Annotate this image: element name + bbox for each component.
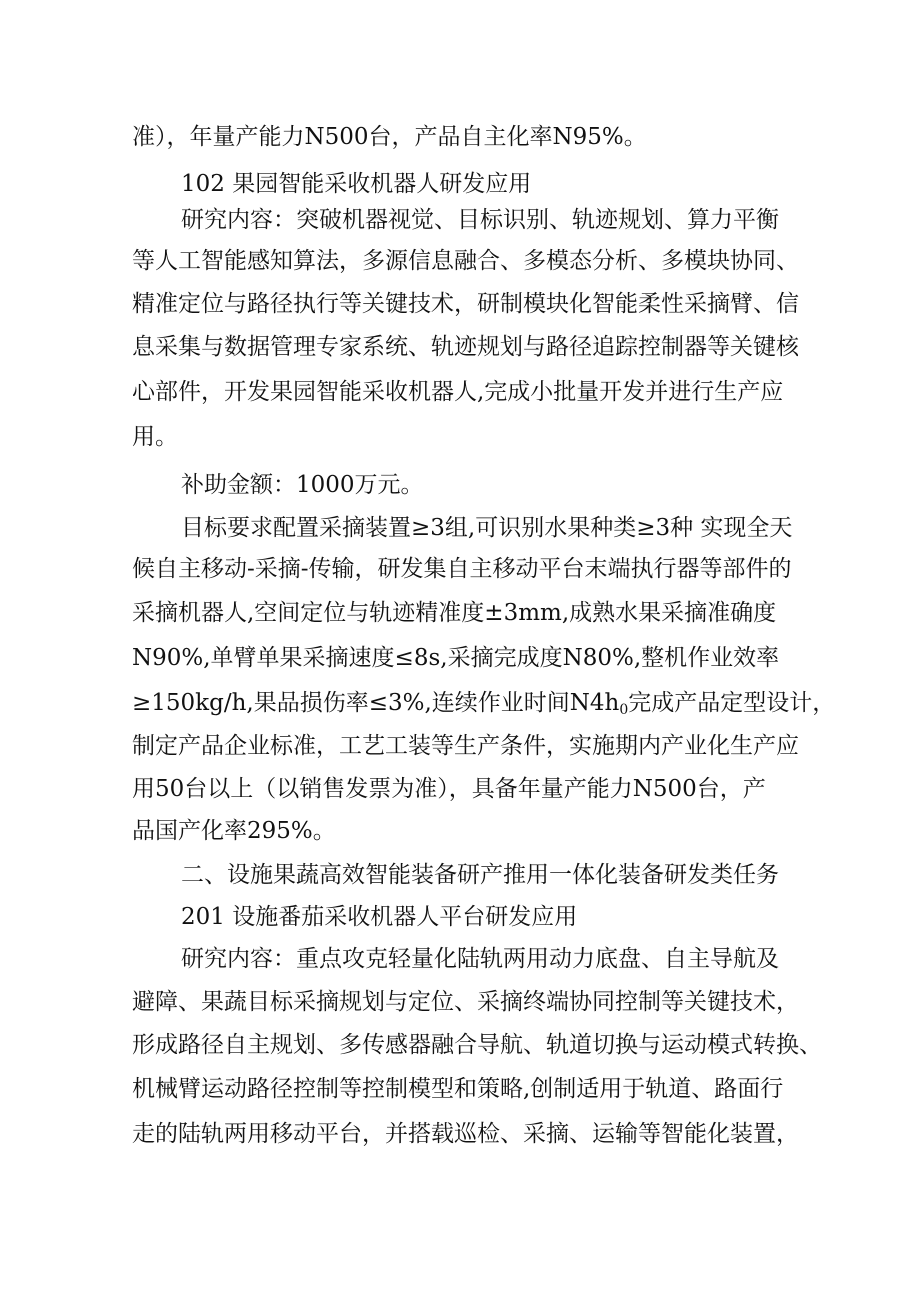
paragraph-line: 准），年量产能力N500台，产品自主化率N95%。 [132,124,647,150]
paragraph-line: 心部件，开发果园智能采收机器人,完成小批量开发并进行生产应 [132,379,784,405]
paragraph-line: 避障、果蔬目标采摘规划与定位、采摘终端协同控制等关键技术， [132,989,799,1015]
paragraph-line [132,688,836,725]
section-heading-102: 102 果园智能采收机器人研发应用 [181,171,532,197]
section-heading-201: 201 设施番茄采收机器人平台研发应用 [181,904,578,930]
paragraph-line: 研究内容：重点攻克轻量化陆轨两用动力底盘、自主导航及 [181,946,779,972]
paragraph-line: 品国产化率295%。 [132,818,336,844]
paragraph-line: 走的陆轨两用移动平台，并搭载巡检、采摘、运输等智能化装置， [132,1121,799,1147]
paragraph-line: 形成路径自主规划、多传感器融合导航、轨道切换与运动模式转换、 [132,1032,822,1058]
section-heading-2: 二、设施果蔬高效智能装备研产推用一体化装备研发类任务 [181,862,779,888]
paragraph-line: 采摘机器人,空间定位与轨迹精准度±3mm,成熟水果采摘准确度 [132,600,777,626]
subsidy-amount: 补助金额：1000万元。 [181,472,424,498]
paragraph-line: 精准定位与路径执行等关键技术，研制模块化智能柔性采摘臂、信 [132,291,799,317]
paragraph-line: 用。 [132,424,178,450]
paragraph-line: 息采集与数据管理专家系统、轨迹规划与路径追踪控制器等关键核 [132,334,799,360]
line-text: 完成产品定型设计， [628,690,836,716]
paragraph-line: 制定产品企业标准，工艺工装等生产条件，实施期内产业化生产应 [132,733,799,759]
paragraph-line: 目标要求配置采摘装置≥3组,可识别水果种类≥3种 实现全天 [181,515,793,541]
paragraph-line: 研究内容：突破机器视觉、目标识别、轨迹规划、算力平衡 [181,207,779,233]
paragraph-line: 等人工智能感知算法，多源信息融合、多模态分析、多模块协同、 [132,248,799,274]
subscript-zero: 0 [619,702,629,718]
paragraph-line: 机械臂运动路径控制等控制模型和策略,创制适用于轨道、路面行 [132,1076,784,1102]
paragraph-line: 用50台以上（以销售发票为准），具备年量产能力N500台，产 [132,776,766,802]
line-text: ≥150kg/h,果品损伤率≤3%,连续作业时间N4h [132,690,620,716]
paragraph-line: N90%,单臂单果采摘速度≤8s,采摘完成度N80%,整机作业效率 [132,645,780,671]
paragraph-line: 候自主移动-采摘-传输，研发集自主移动平台末端执行器等部件的 [132,556,792,582]
